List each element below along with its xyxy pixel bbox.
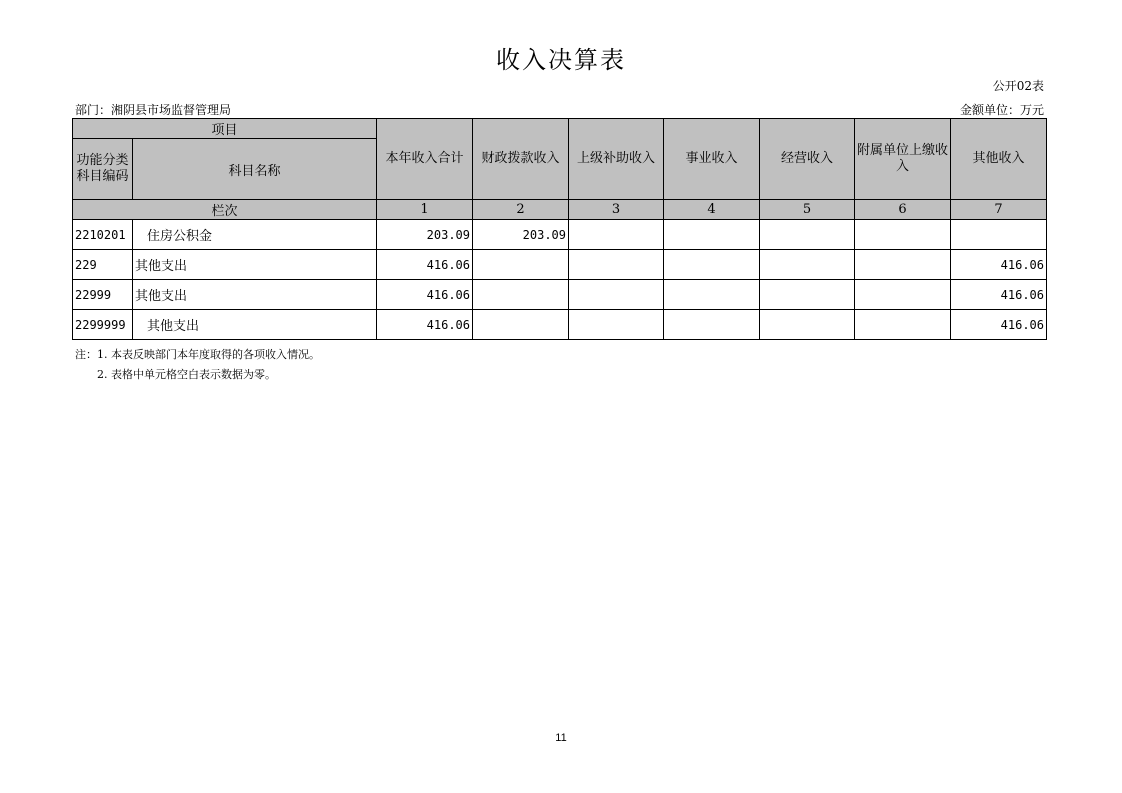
amount-unit-label: 金额单位：万元 — [959, 103, 1044, 117]
row-value — [569, 280, 664, 310]
header-col-1: 本年收入合计 — [377, 119, 473, 200]
row-value — [569, 310, 664, 340]
table-row — [73, 310, 1047, 340]
row-value — [473, 310, 569, 340]
header-col-7: 其他收入 — [951, 119, 1047, 200]
header-item: 项目 — [73, 119, 377, 139]
column-number: 4 — [664, 200, 760, 220]
header-subject-name: 科目名称 — [133, 139, 377, 200]
column-number: 2 — [473, 200, 569, 220]
row-value — [664, 220, 760, 250]
row-value — [855, 250, 951, 280]
row-code: 22999 — [73, 280, 133, 310]
column-number: 6 — [855, 200, 951, 220]
table-notes — [75, 345, 320, 385]
row-name: 住房公积金 — [133, 220, 377, 250]
row-value: 416.06 — [951, 250, 1047, 280]
column-number: 3 — [569, 200, 664, 220]
page-number: 11 — [555, 732, 567, 744]
row-value: 416.06 — [951, 310, 1047, 340]
row-value: 203.09 — [377, 220, 473, 250]
row-code: 229 — [73, 250, 133, 280]
header-row-label: 栏次 — [73, 200, 377, 220]
row-value: 416.06 — [377, 250, 473, 280]
column-number: 7 — [951, 200, 1047, 220]
header-col-3: 上级补助收入 — [569, 119, 664, 200]
row-value — [569, 220, 664, 250]
row-value — [760, 250, 855, 280]
row-name: 其他支出 — [133, 280, 377, 310]
row-code: 2299999 — [73, 310, 133, 340]
table-row — [73, 280, 1047, 310]
header-col-5: 经营收入 — [760, 119, 855, 200]
row-name: 其他支出 — [133, 250, 377, 280]
header-col-4: 事业收入 — [664, 119, 760, 200]
column-number: 1 — [377, 200, 473, 220]
note-1: 注：1. 本表反映部门本年度取得的各项收入情况。 — [75, 348, 320, 361]
header-col-6: 附属单位上缴收入 — [855, 119, 951, 200]
row-value — [951, 220, 1047, 250]
row-value: 416.06 — [951, 280, 1047, 310]
row-value: 416.06 — [377, 310, 473, 340]
row-value — [760, 220, 855, 250]
income-table — [72, 118, 1047, 340]
row-value — [855, 280, 951, 310]
table-row — [73, 220, 1047, 250]
page-title: 收入决算表 — [496, 46, 626, 74]
row-value — [569, 250, 664, 280]
row-value — [664, 310, 760, 340]
table-row — [73, 250, 1047, 280]
header-col-2: 财政拨款收入 — [473, 119, 569, 200]
row-code: 2210201 — [73, 220, 133, 250]
row-value: 203.09 — [473, 220, 569, 250]
department-label: 部门：湘阴县市场监督管理局 — [75, 103, 232, 117]
note-2: 2. 表格中单元格空白表示数据为零。 — [97, 368, 276, 381]
row-value — [855, 310, 951, 340]
row-value: 416.06 — [377, 280, 473, 310]
row-value — [760, 280, 855, 310]
row-value — [855, 220, 951, 250]
column-number: 5 — [760, 200, 855, 220]
row-value — [473, 280, 569, 310]
header-func-code: 功能分类科目编码 — [73, 139, 133, 200]
row-value — [664, 280, 760, 310]
row-value — [473, 250, 569, 280]
row-value — [664, 250, 760, 280]
row-value — [760, 310, 855, 340]
row-name: 其他支出 — [133, 310, 377, 340]
form-number: 公开02表 — [992, 79, 1044, 93]
